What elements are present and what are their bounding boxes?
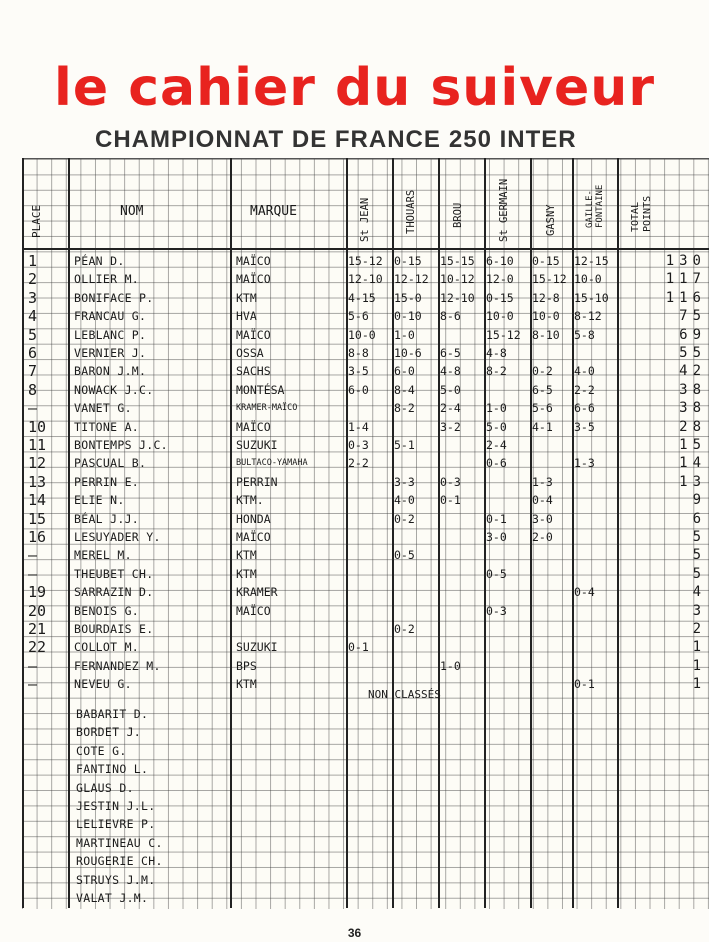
row-score: 0-15 bbox=[394, 254, 422, 268]
header-place: PLACE bbox=[30, 204, 43, 238]
non-classe-name: FANTINO L. bbox=[76, 762, 149, 777]
row-marque: MAÏCO bbox=[236, 272, 271, 287]
row-marque: KTM bbox=[236, 677, 257, 692]
row-score: 3-5 bbox=[574, 419, 595, 434]
row-score: 0-1 bbox=[574, 677, 595, 692]
row-score: 0-15 bbox=[486, 290, 514, 305]
header-race-st-jean: St JEAN bbox=[359, 197, 371, 242]
row-place: 19 bbox=[28, 583, 47, 602]
row-score: 4-0 bbox=[394, 493, 415, 508]
row-score: 0-15 bbox=[532, 254, 560, 268]
row-score: 5-8 bbox=[574, 327, 595, 342]
non-classe-name: ROUGERIE CH. bbox=[76, 854, 163, 869]
row-score: 8-6 bbox=[440, 309, 461, 324]
row-score: 0-1 bbox=[348, 640, 369, 655]
row-name: BOURDAIS E. bbox=[74, 622, 154, 636]
row-score: 0-1 bbox=[440, 493, 461, 508]
non-classe-name: BABARIT D. bbox=[76, 707, 149, 721]
header-nom: NOM bbox=[120, 204, 144, 219]
row-score: 0-3 bbox=[348, 438, 369, 452]
row-place: 10 bbox=[28, 417, 47, 436]
row-name: OLLIER M. bbox=[74, 272, 140, 287]
row-total: 38 bbox=[679, 400, 706, 417]
row-score: 4-8 bbox=[486, 346, 507, 360]
row-score: 8-8 bbox=[348, 346, 369, 360]
row-name: TITONE A. bbox=[74, 419, 140, 434]
row-score: 12-12 bbox=[394, 272, 429, 287]
row-name: LEBLANC P. bbox=[74, 327, 147, 342]
row-score: 3-3 bbox=[394, 474, 415, 489]
row-marque: BULTACO-YAMAHA bbox=[236, 458, 308, 469]
row-name: BONTEMPS J.C. bbox=[74, 438, 168, 452]
row-score: 0-3 bbox=[486, 603, 507, 618]
row-place: 12 bbox=[28, 454, 47, 473]
row-marque: SUZUKI bbox=[236, 640, 278, 655]
row-score: 12-15 bbox=[574, 254, 609, 268]
row-marque: HONDA bbox=[236, 511, 271, 526]
row-total: 116 bbox=[665, 289, 706, 306]
row-marque: KTM bbox=[236, 548, 257, 563]
row-place: 14 bbox=[28, 491, 47, 510]
row-place: 3 bbox=[28, 288, 38, 307]
row-marque: MAÏCO bbox=[236, 327, 271, 342]
row-total: 1 bbox=[692, 676, 706, 693]
row-place: 21 bbox=[28, 620, 47, 638]
row-place: – bbox=[28, 675, 38, 694]
header-race-gasny: GASNY bbox=[545, 204, 557, 236]
row-score: 1-3 bbox=[574, 456, 595, 471]
header-race-thouars: THOUARS bbox=[405, 189, 417, 234]
non-classe-name: VALAT J.M. bbox=[76, 891, 149, 905]
row-total: 5 bbox=[692, 547, 706, 564]
row-marque: SUZUKI bbox=[236, 438, 278, 452]
row-score: 15-12 bbox=[348, 254, 383, 268]
row-score: 10-0 bbox=[348, 327, 376, 342]
row-score: 15-0 bbox=[394, 290, 422, 305]
col-divider bbox=[22, 158, 24, 908]
row-score: 6-0 bbox=[348, 382, 369, 397]
row-marque: MAÏCO bbox=[236, 603, 271, 618]
row-score: 5-6 bbox=[532, 401, 553, 416]
row-score: 1-0 bbox=[440, 658, 461, 673]
row-score: 5-0 bbox=[440, 382, 461, 397]
row-total: 1 bbox=[692, 639, 706, 656]
row-score: 0-4 bbox=[532, 493, 553, 508]
row-marque: OSSA bbox=[236, 346, 264, 360]
col-divider bbox=[68, 158, 70, 908]
row-name: PERRIN E. bbox=[74, 474, 140, 489]
row-marque: SACHS bbox=[236, 364, 271, 379]
row-marque: BPS bbox=[236, 658, 257, 673]
header-total-points: TOTAL POINTS bbox=[630, 195, 653, 232]
row-total: 3 bbox=[692, 602, 706, 619]
row-name: BONIFACE P. bbox=[74, 290, 154, 305]
row-score: 5-1 bbox=[394, 438, 415, 452]
row-name: NOWACK J.C. bbox=[74, 382, 154, 397]
row-score: 10-0 bbox=[532, 309, 560, 324]
row-score: 5-0 bbox=[486, 419, 507, 434]
row-score: 1-0 bbox=[486, 401, 507, 416]
row-score: 3-0 bbox=[532, 511, 553, 526]
row-place: 2 bbox=[28, 270, 38, 289]
row-name: NEVEU G. bbox=[74, 677, 132, 692]
non-classe-name: JESTIN J.L. bbox=[76, 799, 156, 813]
row-score: 0-2 bbox=[394, 622, 415, 636]
row-score: 8-2 bbox=[486, 364, 507, 379]
non-classe-name: BORDET J. bbox=[76, 725, 142, 740]
row-place: 1 bbox=[28, 252, 38, 270]
row-score: 10-0 bbox=[574, 272, 602, 287]
row-total: 13 bbox=[679, 473, 706, 490]
row-marque: KRAMER-MAÏCO bbox=[236, 403, 298, 414]
subtitle-championship: CHAMPIONNAT DE FRANCE bbox=[95, 126, 441, 153]
row-place: – bbox=[28, 564, 38, 583]
row-place: 6 bbox=[28, 344, 38, 362]
row-name: ELIE N. bbox=[74, 493, 125, 508]
row-score: 4-1 bbox=[532, 419, 553, 434]
non-classe-name: LELIEVRE P. bbox=[76, 817, 156, 832]
row-score: 12-0 bbox=[486, 272, 514, 287]
row-marque: KTM bbox=[236, 566, 257, 581]
row-score: 1-4 bbox=[348, 419, 369, 434]
row-total: 2 bbox=[692, 621, 706, 637]
row-score: 4-0 bbox=[574, 364, 595, 379]
row-score: 3-5 bbox=[348, 364, 369, 379]
row-marque: MAÏCO bbox=[236, 530, 271, 544]
row-place: – bbox=[28, 546, 38, 565]
row-marque: MAÏCO bbox=[236, 419, 271, 434]
row-total: 1 bbox=[692, 657, 706, 674]
row-place: 7 bbox=[28, 362, 38, 381]
header-race-brou: BROU bbox=[452, 202, 464, 228]
row-score: 15-12 bbox=[486, 327, 521, 342]
page-title: le cahier du suiveur bbox=[54, 58, 655, 118]
row-name: LESUYADER Y. bbox=[74, 530, 161, 544]
row-score: 6-5 bbox=[440, 346, 461, 360]
row-score: 12-8 bbox=[532, 290, 560, 305]
row-total: 55 bbox=[679, 345, 706, 361]
row-score: 2-4 bbox=[440, 401, 461, 416]
row-total: 15 bbox=[679, 437, 706, 453]
row-total: 4 bbox=[692, 584, 706, 601]
row-score: 8-4 bbox=[394, 382, 415, 397]
header-race-gaille-fontaine: GAILLE-FONTAINE bbox=[585, 184, 605, 228]
non-classe-name: STRUYS J.M. bbox=[76, 872, 156, 887]
row-score: 0-2 bbox=[394, 511, 415, 526]
row-score: 0-10 bbox=[394, 309, 422, 324]
row-score: 5-6 bbox=[348, 309, 369, 324]
row-total: 75 bbox=[679, 308, 706, 325]
header-divider bbox=[22, 248, 709, 250]
row-place: 15 bbox=[28, 509, 47, 528]
col-divider bbox=[617, 158, 619, 908]
row-score: 10-0 bbox=[486, 309, 514, 324]
row-score: 0-6 bbox=[486, 456, 507, 471]
row-score: 3-2 bbox=[440, 419, 461, 434]
row-place: 5 bbox=[28, 325, 38, 344]
row-score: 4-8 bbox=[440, 364, 461, 379]
row-score: 6-5 bbox=[532, 382, 553, 397]
row-place: 16 bbox=[28, 528, 47, 546]
row-place: 22 bbox=[28, 638, 47, 657]
row-total: 9 bbox=[692, 492, 706, 509]
row-name: BENOIS G. bbox=[74, 603, 140, 618]
row-score: 10-6 bbox=[394, 346, 422, 360]
row-score: 0-2 bbox=[532, 364, 553, 379]
row-name: FRANCAU G. bbox=[74, 309, 147, 324]
row-total: 5 bbox=[692, 565, 706, 582]
header-race-st-germain: St GERMAIN bbox=[498, 178, 510, 242]
row-total: 5 bbox=[692, 529, 706, 545]
row-score: 4-15 bbox=[348, 290, 376, 305]
non-classe-name: GLAUS D. bbox=[76, 780, 134, 795]
row-score: 3-0 bbox=[486, 530, 507, 544]
row-name: SARRAZIN D. bbox=[74, 585, 154, 600]
row-score: 0-4 bbox=[574, 585, 595, 600]
row-name: BARON J.M. bbox=[74, 364, 147, 379]
row-place: 4 bbox=[28, 307, 38, 326]
page-number: 36 bbox=[347, 926, 362, 940]
row-marque: HVA bbox=[236, 309, 257, 324]
row-total: 6 bbox=[692, 510, 706, 527]
row-score: 2-4 bbox=[486, 438, 507, 452]
row-score: 1-0 bbox=[394, 327, 415, 342]
row-name: VERNIER J. bbox=[74, 346, 147, 360]
row-marque: KTM bbox=[236, 290, 257, 305]
row-place: 11 bbox=[28, 436, 47, 454]
row-score: 0-3 bbox=[440, 474, 461, 489]
row-place: – bbox=[28, 656, 38, 675]
row-place: 13 bbox=[28, 472, 47, 491]
row-score: 0-5 bbox=[394, 548, 415, 563]
row-total: 38 bbox=[679, 381, 706, 398]
row-score: 2-0 bbox=[532, 530, 553, 544]
row-score: 12-10 bbox=[348, 272, 383, 287]
non-classe-name: COTE G. bbox=[76, 743, 127, 758]
row-name: PÉAN D. bbox=[74, 254, 125, 268]
row-score: 2-2 bbox=[348, 456, 369, 471]
row-name: MEREL M. bbox=[74, 548, 132, 563]
row-total: 14 bbox=[679, 455, 706, 472]
row-score: 15-15 bbox=[440, 254, 475, 268]
row-marque: PERRIN bbox=[236, 474, 278, 489]
row-score: 6-0 bbox=[394, 364, 415, 379]
row-score: 12-10 bbox=[440, 290, 475, 305]
row-score: 8-12 bbox=[574, 309, 602, 324]
row-total: 69 bbox=[679, 326, 706, 343]
row-score: 0-1 bbox=[486, 511, 507, 526]
row-marque: MAÏCO bbox=[236, 254, 271, 268]
col-divider bbox=[230, 158, 232, 908]
row-name: VANET G. bbox=[74, 401, 132, 416]
row-score: 6-6 bbox=[574, 401, 595, 416]
row-score: 8-2 bbox=[394, 401, 415, 416]
row-score: 1-3 bbox=[532, 474, 553, 489]
row-score: 10-12 bbox=[440, 272, 475, 287]
subtitle-class: 250 INTER bbox=[448, 126, 577, 153]
row-total: 117 bbox=[665, 271, 706, 288]
row-score: 15-10 bbox=[574, 290, 609, 305]
row-marque: KTM. bbox=[236, 493, 264, 508]
row-score: 6-10 bbox=[486, 254, 514, 268]
row-name: BÉAL J.J. bbox=[74, 511, 140, 526]
row-marque: KRAMER bbox=[236, 585, 278, 600]
row-score: 0-5 bbox=[486, 566, 507, 581]
page-subtitle bbox=[95, 126, 577, 154]
row-total: 130 bbox=[665, 253, 706, 269]
row-score: 15-12 bbox=[532, 272, 567, 287]
row-total: 42 bbox=[679, 363, 706, 380]
row-marque: MONTÉSA bbox=[236, 382, 285, 397]
non-classe-name: MARTINEAU C. bbox=[76, 835, 163, 850]
row-score: 2-2 bbox=[574, 382, 595, 397]
header-marque: MARQUE bbox=[250, 204, 297, 219]
row-score: 8-10 bbox=[532, 327, 560, 342]
non-classes-label: NON CLASSÉS bbox=[368, 688, 441, 701]
row-total: 28 bbox=[679, 418, 706, 435]
row-name: THEUBET CH. bbox=[74, 566, 154, 581]
row-place: 8 bbox=[28, 380, 38, 399]
row-place: 20 bbox=[28, 601, 47, 620]
row-name: COLLOT M. bbox=[74, 640, 140, 655]
row-place: – bbox=[28, 399, 38, 418]
row-name: PASCUAL B. bbox=[74, 456, 147, 471]
row-name: FERNANDEZ M. bbox=[74, 658, 161, 673]
